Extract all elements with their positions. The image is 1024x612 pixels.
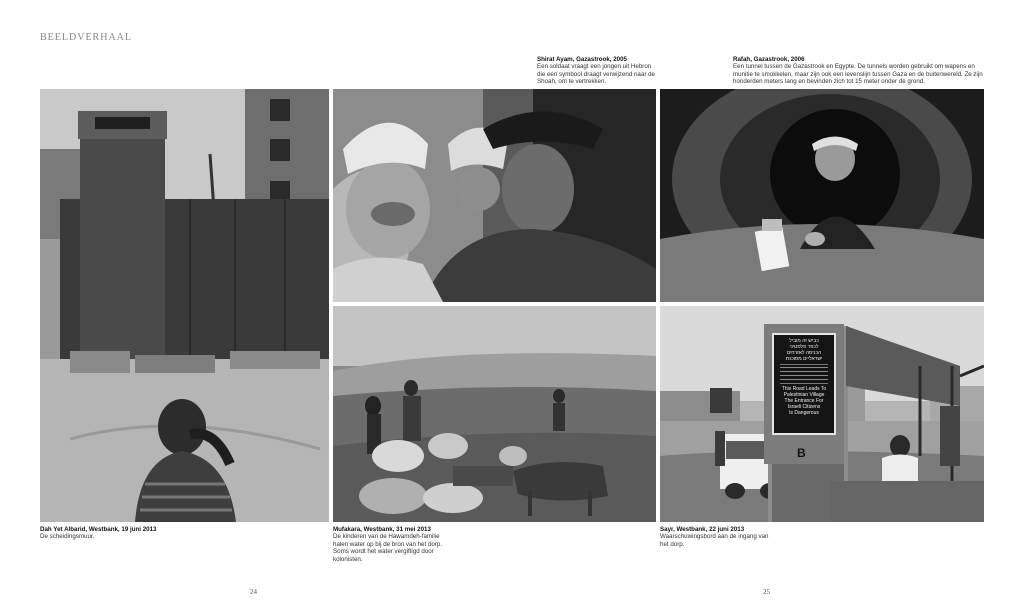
sign-english-line: Israeli Citizens (787, 404, 821, 410)
caption-dah-title: Dah Yet Albarid, Westbank, 19 juni 2013 (40, 526, 157, 533)
caption-dah (40, 526, 240, 541)
caption-mufakara-title: Mufakara, Westbank, 31 mei 2013 (333, 526, 431, 533)
sign-english-line: This Road Leads To (781, 386, 827, 392)
sign-hebrew-line: כביש זה מוביל (789, 338, 819, 344)
photo-soldier-boy (333, 89, 656, 302)
caption-shirat (537, 56, 657, 86)
sign-english-line: Palestinian Village (783, 392, 825, 398)
caption-shirat-title: Shirat Ayam, Gazastrook, 2005 (537, 56, 627, 63)
sign-english-line: The Entrance For (784, 398, 824, 404)
sign-hebrew-line: הכניסה לאזרחים (786, 350, 822, 356)
caption-dah-text: De scheidingsmuur. (40, 533, 95, 541)
photo-warning-sign (660, 306, 984, 522)
sign-arabic-block (780, 364, 828, 384)
sign-english-line: Is Dangerous (789, 410, 819, 416)
caption-mufakara (333, 526, 451, 563)
caption-rafah (733, 56, 983, 86)
caption-sayr-text: Waarschuwingsbord aan de ingang van het dorp. (660, 533, 769, 548)
photo-separation-wall (40, 89, 329, 522)
page-number-right: 25 (763, 588, 770, 596)
sign-hebrew-line: לכפר פלסטיני (789, 344, 819, 350)
photo-goats-family (333, 306, 656, 522)
caption-rafah-text: Een tunnel tussen de Gazastrook en Egypte. De tunnels worden gebruikt om wapens en munitie te smokkelen, maar zijn ook een levenslijn tussen Gaza en de buitenwereld. Ze zijn honderden meters lang en bevinden zich tot 15 meter onder de grond. (733, 63, 983, 86)
sign-base-letter: B (797, 446, 806, 460)
caption-sayr (660, 526, 772, 548)
caption-shirat-text: Een soldaat vraagt een jongen uit Hebron die een symbool draagt verwijzend naar de Shoah, om te vertrekken. (537, 63, 655, 86)
caption-sayr-title: Sayr, Westbank, 22 juni 2013 (660, 526, 745, 533)
caption-mufakara-text: De kinderen van de Hawamdeh-familie halen water op bij de bron van het dorp. Soms wordt het water vergiftigd door kolonisten. (333, 533, 443, 563)
section-label: BEELDVERHAAL (40, 32, 132, 43)
photo-tunnel (660, 89, 984, 302)
caption-rafah-title: Rafah, Gazastrook, 2006 (733, 56, 805, 63)
warning-sign-board (772, 333, 836, 435)
sign-hebrew-line: ישראליים מסוכנת (785, 356, 823, 362)
page-number-left: 24 (250, 588, 257, 596)
